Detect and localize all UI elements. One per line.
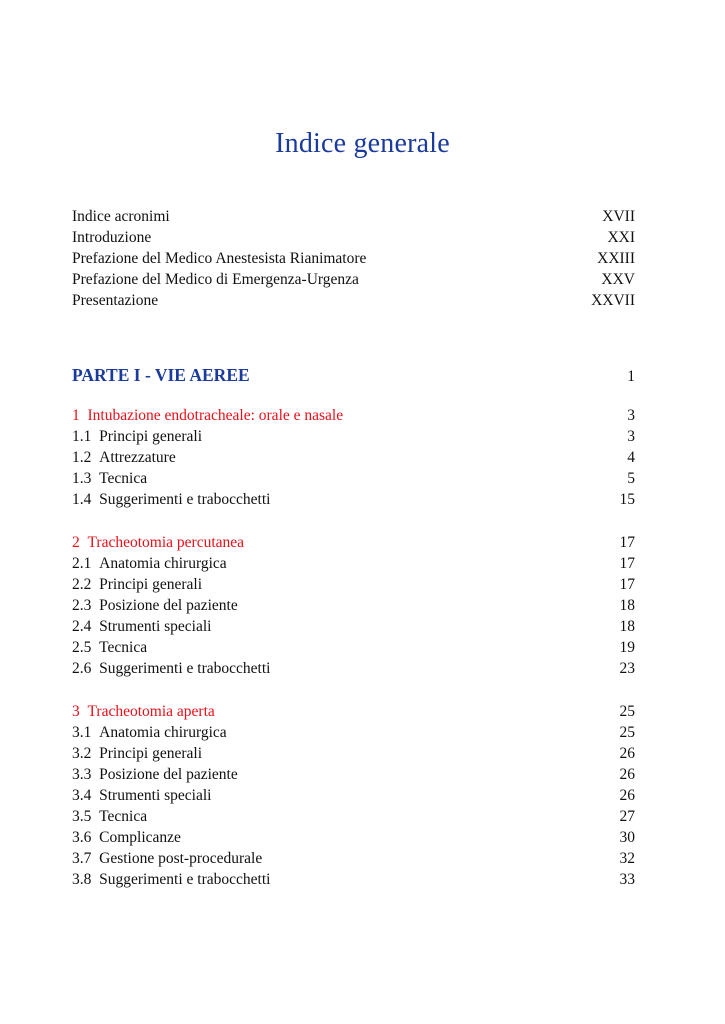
- section-number: 1.1: [72, 428, 92, 445]
- chapter-page: 25: [619, 703, 635, 720]
- section-label: Strumenti speciali: [99, 618, 212, 635]
- section-label: Tecnica: [99, 808, 148, 825]
- section-entry[interactable]: [72, 616, 635, 637]
- section-number: 2.5: [72, 639, 92, 656]
- section-page: 15: [619, 491, 635, 508]
- section-entry[interactable]: [72, 764, 635, 785]
- toc-entry[interactable]: [72, 227, 635, 248]
- toc-entry-label: Prefazione del Medico di Emergenza-Urgenza: [72, 271, 359, 288]
- section-label: Strumenti speciali: [99, 787, 212, 804]
- toc-entry-label: Presentazione: [72, 292, 159, 309]
- section-page: 32: [619, 850, 635, 867]
- section-entry[interactable]: [72, 447, 635, 468]
- toc-entry[interactable]: [72, 290, 635, 311]
- section-number: 2.3: [72, 597, 92, 614]
- section-entry[interactable]: [72, 869, 635, 890]
- section-entry[interactable]: [72, 426, 635, 447]
- section-number: 3.4: [72, 787, 92, 804]
- section-number: 1.2: [72, 449, 92, 466]
- section-page: 19: [619, 639, 635, 656]
- chapter-entry[interactable]: [72, 405, 635, 426]
- section-number: 3.8: [72, 871, 92, 888]
- section-label: Principi generali: [99, 745, 202, 762]
- toc-entry-label: Prefazione del Medico Anestesista Rianimatore: [72, 250, 367, 267]
- section-number: 1.4: [72, 491, 92, 508]
- toc-entry-label: Indice acronimi: [72, 208, 170, 225]
- chapter-label: Intubazione endotracheale: orale e nasale: [87, 407, 344, 424]
- section-page: 27: [619, 808, 635, 825]
- section-label: Anatomia chirurgica: [99, 724, 227, 741]
- chapter-entry[interactable]: [72, 532, 635, 553]
- part-heading: [72, 363, 635, 387]
- chapter-number: 1: [72, 407, 80, 424]
- section-label: Tecnica: [99, 639, 148, 656]
- section-number: 3.5: [72, 808, 92, 825]
- section-label: Principi generali: [99, 576, 202, 593]
- front-matter-list: [72, 206, 635, 311]
- page-title: Indice generale: [275, 128, 450, 159]
- section-page: 4: [627, 449, 635, 466]
- section-entry[interactable]: [72, 806, 635, 827]
- section-label: Suggerimenti e trabocchetti: [99, 660, 271, 677]
- section-label: Posizione del paziente: [99, 597, 238, 614]
- section-page: 3: [627, 428, 635, 445]
- section-entry[interactable]: [72, 553, 635, 574]
- section-entry[interactable]: [72, 785, 635, 806]
- section-label: Complicanze: [99, 829, 181, 846]
- section-entry[interactable]: [72, 722, 635, 743]
- section-entry[interactable]: [72, 658, 635, 679]
- chapter-block: [72, 405, 635, 510]
- toc-entry[interactable]: [72, 248, 635, 269]
- section-page: 23: [619, 660, 635, 677]
- section-page: 30: [619, 829, 635, 846]
- section-page: 18: [619, 618, 635, 635]
- chapter-number: 3: [72, 703, 80, 720]
- section-label: Principi generali: [99, 428, 202, 445]
- section-page: 26: [619, 766, 635, 783]
- toc-entry-label: Introduzione: [72, 229, 152, 246]
- toc-entry[interactable]: [72, 206, 635, 227]
- section-number: 2.1: [72, 555, 92, 572]
- section-page: 17: [619, 576, 635, 593]
- toc-entry-page: XVII: [602, 208, 635, 225]
- section-entry[interactable]: [72, 637, 635, 658]
- toc-entry-page: XXI: [607, 229, 635, 246]
- section-number: 3.7: [72, 850, 92, 867]
- section-number: 2.4: [72, 618, 92, 635]
- chapter-entry[interactable]: [72, 701, 635, 722]
- section-page: 26: [619, 787, 635, 804]
- toc-entry-page: XXV: [601, 271, 635, 288]
- section-page: 25: [619, 724, 635, 741]
- section-number: 3.2: [72, 745, 92, 762]
- chapter-number: 2: [72, 534, 80, 551]
- toc-entry-page: XXIII: [597, 250, 635, 267]
- section-page: 33: [619, 871, 635, 888]
- part-entry[interactable]: [72, 363, 635, 387]
- section-entry[interactable]: [72, 743, 635, 764]
- section-label: Posizione del paziente: [99, 766, 238, 783]
- section-page: 17: [619, 555, 635, 572]
- section-label: Attrezzature: [99, 449, 176, 466]
- section-label: Suggerimenti e trabocchetti: [99, 491, 271, 508]
- section-number: 1.3: [72, 470, 92, 487]
- part-page: 1: [627, 368, 635, 385]
- section-entry[interactable]: [72, 827, 635, 848]
- section-page: 18: [619, 597, 635, 614]
- section-label: Gestione post-procedurale: [99, 850, 263, 867]
- chapter-page: 3: [627, 407, 635, 424]
- chapter-block: [72, 532, 635, 679]
- chapter-label: Tracheotomia percutanea: [87, 534, 245, 551]
- section-entry[interactable]: [72, 468, 635, 489]
- section-page: 5: [627, 470, 635, 487]
- chapter-page: 17: [619, 534, 635, 551]
- section-page: 26: [619, 745, 635, 762]
- section-number: 2.6: [72, 660, 92, 677]
- part-label: PARTE I - VIE AEREE: [72, 365, 250, 385]
- section-number: 2.2: [72, 576, 92, 593]
- section-entry[interactable]: [72, 489, 635, 510]
- toc-entry-page: XXVII: [591, 292, 635, 309]
- section-label: Tecnica: [99, 470, 148, 487]
- section-number: 3.1: [72, 724, 92, 741]
- section-label: Suggerimenti e trabocchetti: [99, 871, 271, 888]
- section-number: 3.6: [72, 829, 92, 846]
- chapter-block: [72, 701, 635, 890]
- section-entry[interactable]: [72, 574, 635, 595]
- toc-entry[interactable]: [72, 269, 635, 290]
- section-number: 3.3: [72, 766, 92, 783]
- section-entry[interactable]: [72, 848, 635, 869]
- section-label: Anatomia chirurgica: [99, 555, 227, 572]
- chapter-label: Tracheotomia aperta: [87, 703, 215, 720]
- section-entry[interactable]: [72, 595, 635, 616]
